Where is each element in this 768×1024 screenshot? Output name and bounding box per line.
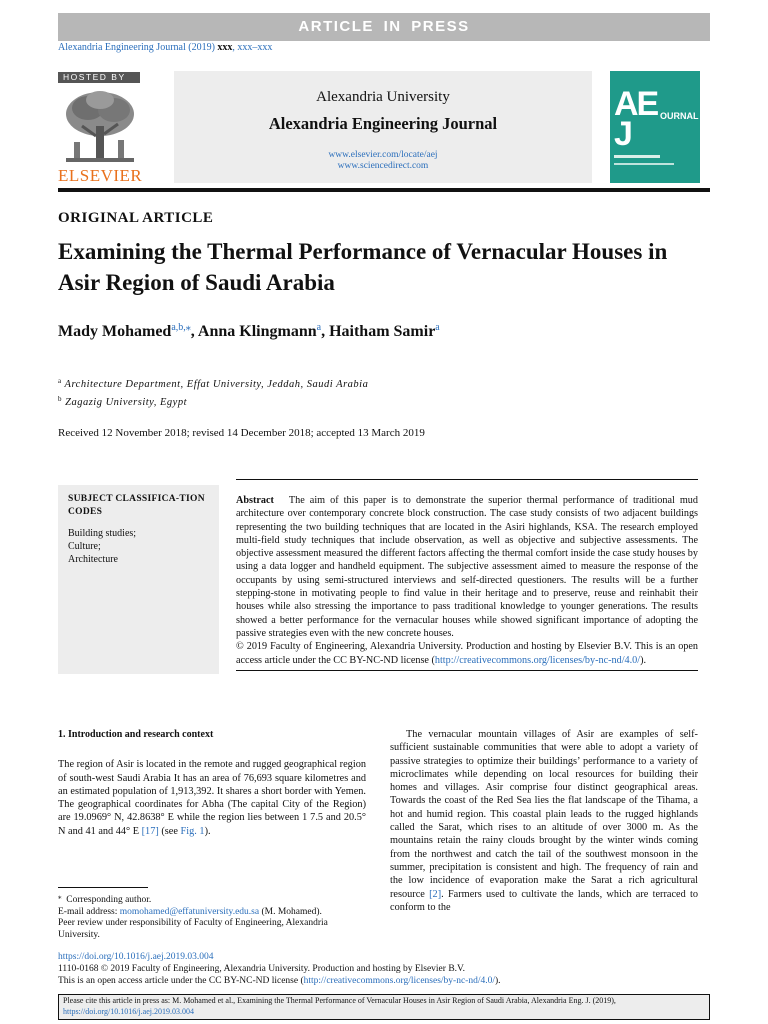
cover-logo-text: AE J — [614, 85, 658, 153]
paragraph-text: (see — [158, 825, 181, 837]
oa-text: This is an open access article under the CC BY-NC-ND license ( — [58, 976, 304, 986]
cover-journal-text: OURNAL — [660, 111, 699, 121]
paragraph-text: The region of Asir is located in the remote and rugged geographical region of south-west Saudi Arabia It has an area of 76,693 square kilometres and an estimated population of 1,913,392. It shares a short border with Yemen. The geographical coordinates for Abha (The capital City of the Region) are 19.0969° N, 42.8638° E while the region lies between 1 7.5 and 20.5° N and 41 and 44° E — [58, 759, 366, 837]
author-name: Haitham Samir — [329, 323, 436, 340]
figure-link[interactable]: Fig. 1 — [180, 825, 205, 837]
masthead — [58, 70, 710, 186]
license-link[interactable]: http://creativecommons.org/licenses/by-nc-nd/4.0/ — [434, 654, 641, 666]
open-access-line — [58, 975, 501, 987]
journal-header-box — [174, 71, 592, 183]
article-in-press-banner: ARTICLE IN PRESS — [58, 13, 710, 41]
footnote-divider — [58, 887, 148, 888]
corresponding-author-note — [58, 892, 368, 907]
issn-line: 1110-0168 © 2019 Faculty of Engineering, Alexandria University. Production and hosting by Elsevier B.V. — [58, 964, 466, 974]
reference-link[interactable]: [2] — [429, 888, 442, 900]
affiliation-item — [58, 392, 368, 410]
footnotes — [58, 892, 368, 941]
journal-url-sciencedirect[interactable]: www.sciencedirect.com — [337, 161, 429, 171]
publication-info — [58, 951, 501, 987]
hosted-by-label: HOSTED BY — [58, 72, 140, 83]
subject-code: Culture; — [68, 541, 101, 552]
subject-code: Architecture — [68, 554, 118, 565]
subject-heading: SUBJECT CLASSIFICA-TION CODES — [68, 494, 205, 517]
author-affil-link[interactable]: a,b,⁎ — [171, 322, 191, 333]
affiliation-mark: a — [58, 377, 62, 385]
author-list — [58, 322, 440, 341]
oa-license-link[interactable]: http://creativecommons.org/licenses/by-nc-nd/4.0/ — [303, 976, 495, 986]
publisher-name: ELSEVIER — [58, 166, 143, 185]
author-affil-link[interactable]: a — [316, 322, 322, 333]
affiliations — [58, 374, 368, 410]
journal-name: Alexandria Engineering Journal — [268, 114, 498, 133]
body-column-right — [390, 728, 698, 914]
cite-text: Please cite this article in press as: M. Mohamed et al., Examining the Thermal Performance of Vernacular Houses in Asir Region of Saudi Arabia, Alexandria Eng. J. (2019), — [63, 996, 616, 1005]
author-email-link[interactable]: momohamed@effatuniversity.edu.sa — [119, 906, 260, 917]
university-name: Alexandria University — [316, 89, 450, 105]
email-label: E-mail address: — [58, 906, 120, 917]
abstract-license — [236, 640, 698, 667]
subject-codes — [68, 527, 209, 566]
reference-link[interactable]: [17] — [141, 825, 159, 837]
author-affil-link[interactable]: a — [435, 322, 440, 333]
journal-cite-pages: , xxx–xxx — [232, 42, 273, 53]
author-separator: , — [321, 323, 330, 340]
journal-cover-image[interactable] — [610, 71, 700, 183]
author-separator: , — [190, 323, 198, 340]
affiliation-text: Zagazig University, Egypt — [65, 397, 187, 408]
abstract-top-rule — [236, 479, 698, 480]
journal-citation-line[interactable] — [58, 42, 272, 53]
section-heading: 1. Introduction and research context — [58, 729, 214, 740]
oa-text-end: ). — [495, 976, 501, 986]
author-name: Anna Klingmann — [197, 323, 317, 340]
footnote-mark: ⁎ — [58, 893, 62, 901]
affiliation-text: Architecture Department, Effat University, Jeddah, Saudi Arabia — [64, 379, 369, 390]
article-title: Examining the Thermal Performance of Vernacular Houses in Asir Region of Saudi Arabia — [58, 239, 668, 295]
paragraph-text: The vernacular mountain villages of Asir are examples of self-sufficient sustainable communities that were able to adopt a variety of passive strategies to optimize their buildings’ performance to a variety of microclimates while depending on local resources for building their homes and villages. Asir comprise four distinct geographical areas. Towards the coast of the Red Sea lies the flat landscape of the Tihama, a hot and humid region. This coastal plain leads to the rugged highlands called the Sarat, which rises to an altitude of over 3000 m. As the mountains retain the rainy clouds brought by the winter winds coming from the northwest and catch the tail of the southwest monsoon in the summer, precipitation is consistent and high. The frequency of rain and the low incidence of evaporation make the Sarat a rich agricultural resource — [390, 729, 698, 900]
body-paragraph — [390, 728, 698, 914]
header-divider — [58, 188, 710, 192]
body-paragraph — [58, 758, 366, 838]
abstract-text: The aim of this paper is to demonstrate the superior thermal performance of traditional mud architecture over contemporary concrete block construction. The case study consists of two adjacent buildings representing the two building techniques that are located in the Asiri highlands, KSA. The research employed multi-field study techniques that include observation, as well as objective and subjective assessments. The objective assessment measured the different factors affecting the thermal comfort inside the case study houses by using a data logger and handheld equipment. The subjective assessment aimed to measure the response of the occupants by using semi-structured interviews and self-directed questioners. The results will be a further stepping-stone in motivating people to find value in their heritage and to preserve, reuse and reinhabit their houses while also stressing the importance to pass traditional knowledge to younger generations. The results showed a better performance for the vernacular houses while showed significant importance of adopting the passive strategies even with the new concrete houses. — [236, 495, 698, 639]
subject-code: Building studies; — [68, 528, 137, 539]
author-name: Mady Mohamed — [58, 323, 172, 340]
footnote-text: Corresponding author. — [66, 895, 152, 905]
paragraph-text: ). — [204, 825, 211, 837]
license-text-end: ). — [640, 654, 647, 666]
abstract-body — [236, 494, 698, 640]
affiliation-item — [58, 374, 368, 392]
journal-cite-volume: xxx — [217, 42, 233, 53]
email-owner: (M. Mohamed). — [259, 906, 322, 917]
cite-doi-link[interactable]: https://doi.org/10.1016/j.aej.2019.03.004 — [63, 1006, 194, 1016]
abstract-heading: Abstract — [236, 495, 274, 506]
body-column-left — [58, 728, 366, 838]
cite-this-article-box — [58, 994, 710, 1020]
doi-link[interactable]: https://doi.org/10.1016/j.aej.2019.03.004 — [58, 952, 214, 962]
publisher-logo[interactable] — [58, 70, 174, 186]
paragraph-text: . Farmers used to cultivate the lands, which are terraced to conform to the — [390, 888, 699, 913]
abstract-section — [236, 479, 698, 671]
cover-decoration — [614, 155, 660, 158]
abstract-bottom-rule — [236, 670, 698, 671]
article-type: ORIGINAL ARTICLE — [58, 210, 214, 226]
journal-urls — [174, 150, 592, 172]
email-note — [58, 907, 368, 919]
journal-url-elsevier[interactable]: www.elsevier.com/locate/aej — [328, 150, 438, 160]
elsevier-tree-icon — [60, 86, 140, 166]
peer-review-note: Peer review under responsibility of Faculty of Engineering, Alexandria University. — [58, 918, 328, 940]
cover-decoration — [614, 163, 674, 165]
subject-classification-box — [58, 485, 219, 674]
affiliation-mark: b — [58, 395, 62, 403]
journal-cite-name: Alexandria Engineering Journal (2019) — [58, 42, 215, 53]
article-history: Received 12 November 2018; revised 14 December 2018; accepted 13 March 2019 — [58, 427, 425, 439]
license-text: © 2019 Faculty of Engineering, Alexandria University. Production and hosting by Elsevier B.V. This is an open access article under the CC BY-NC-ND license ( — [236, 641, 698, 666]
